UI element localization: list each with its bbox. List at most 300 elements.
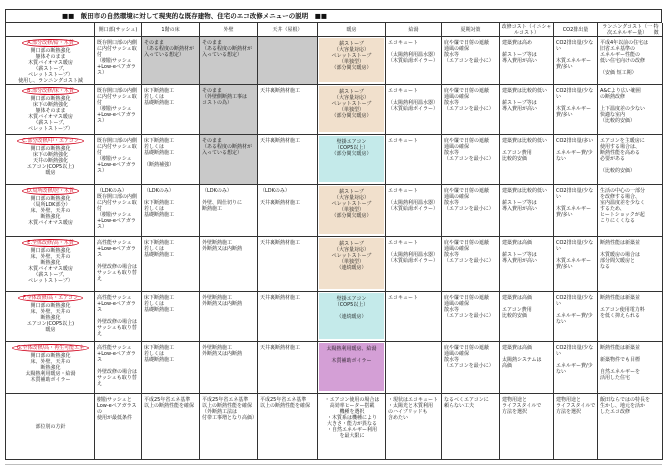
cell-line: 散水等: [444, 200, 460, 206]
row-label: [6, 85, 95, 135]
cell-line: 天井裏断熱材施工: [260, 295, 301, 301]
cell-co2: [554, 185, 598, 237]
cell-line: （安価 短工期）: [600, 70, 637, 76]
cell-line: 建物用途と: [502, 397, 528, 403]
cell-line: （樹脂サッシュ: [97, 212, 132, 218]
cell-line: 庇や簾で日射の遮蔽: [444, 138, 490, 144]
cell-line: するため、: [600, 206, 625, 212]
cell-line: 生かし、地元を活か: [600, 403, 646, 409]
cell-line: 平成4年以前の住宅は: [600, 40, 649, 46]
cell-line: に内付サッシュ取付: [97, 46, 137, 58]
cell-line: エコキュート: [388, 88, 419, 94]
cell-line: （太陽熱利用温水器）: [388, 100, 439, 106]
cell-line: 外壁断熱施工: [202, 295, 233, 301]
cell-co2: [554, 342, 598, 394]
cell-line: （比較的安価）: [600, 168, 636, 174]
cell-line: 建築費は比較的低い: [502, 138, 548, 144]
cell-line: +Low-eペアガラス: [97, 246, 136, 258]
cell-line: 若しくは: [144, 301, 165, 307]
cell-line: （樹脂サッシュ: [97, 106, 132, 112]
cell-summer: [442, 237, 500, 292]
row-label: [6, 292, 95, 342]
row-label-line: 躯体そのまま: [35, 108, 66, 114]
cell-line: 方法を選択: [502, 409, 528, 415]
cell-line: 比較的安価: [502, 156, 528, 162]
cell-line: エアコンを主暖房に: [600, 138, 645, 144]
cell-line: そのまま: [202, 40, 223, 46]
cell-heating: [318, 85, 386, 135]
cell-features: [598, 37, 663, 85]
cell-co2: [554, 237, 598, 292]
cell-line: ・太陽光と木質利用: [388, 403, 434, 409]
cell-line: 基礎断熱施工: [144, 100, 175, 106]
cell-line: （太陽熱利用温水器）: [388, 252, 439, 258]
cell-line: 木質補助ボイラー: [331, 358, 372, 364]
cell-line: 外断熱又は内断熱: [202, 246, 243, 252]
cell-line: ・エアコン使用の場合は: [324, 397, 380, 403]
row-label: [6, 394, 95, 460]
row-label-line: （薪ストーブ、: [33, 120, 68, 126]
cell-floor: [142, 185, 200, 237]
cell-line: 通風の確保: [444, 301, 470, 307]
cell-line: エネルギー費/少ない: [556, 313, 593, 325]
cell-line: 通風の確保: [444, 194, 470, 200]
cell-line: 断熱性能は新築並: [600, 345, 641, 351]
cell-line: 壁掛エアコン: [336, 296, 367, 302]
cell-floor: [142, 342, 200, 394]
row-label-line: ペレットストーブ）: [28, 126, 73, 132]
table-row: [6, 85, 662, 135]
row-label-line: 断熱強化: [40, 260, 61, 266]
cell-features: [598, 237, 663, 292]
cell-line: （エアコンを最小に）: [444, 206, 494, 212]
cell-line: 建築費は高め: [502, 40, 533, 46]
cell-line: 入っている想定）: [202, 150, 243, 156]
cell-line: （エアコンを最小に）: [444, 363, 494, 369]
cell-heating: [318, 394, 386, 460]
row-label-line: 開口部の断熱強化: [30, 196, 71, 202]
cell-line: 導入費用が高い: [502, 58, 538, 64]
cell-co2: [554, 292, 598, 342]
cell-line: 基礎断熱施工: [144, 307, 175, 313]
cell-line: CO2排出量/少ない: [556, 88, 594, 100]
cell-line: 基礎断熱施工: [144, 212, 175, 218]
cell-heating: [318, 292, 386, 342]
cell-line: 太陽熱利用暖房、給湯: [326, 346, 377, 352]
row-label-title: A.部分改修/給・木質: [22, 39, 79, 47]
cell-line: 外壁断熱施工: [202, 240, 233, 246]
cell-ceiling: [258, 292, 318, 342]
row-label-title: 部位別の方針: [35, 423, 66, 430]
cell-line: （単独型）: [338, 59, 364, 65]
cell-line: 平成25年省エネ基準: [202, 397, 249, 403]
row-label-title: C.部分改修/中・エアコン: [17, 137, 84, 145]
row-label-line: 床、外壁、天井の: [30, 359, 71, 365]
cell-line: （連続暖房）: [336, 314, 367, 320]
cell-line: 若しくは: [144, 351, 165, 357]
cell-line: 床下断熱施工: [144, 200, 175, 206]
cell-line: 通風の確保: [444, 351, 470, 357]
cell-line: （大容量対応）: [333, 47, 369, 53]
cell-line: 散水等: [444, 150, 460, 156]
cell-line: （エアコンを最小に）: [444, 106, 494, 112]
cell-line: エコキュート: [388, 138, 419, 144]
cell-line: 薪ストーブ: [339, 41, 364, 47]
cell-line: 建物用途と: [556, 397, 582, 403]
cell-co2: [554, 37, 598, 85]
cell-line: ・木質系は機種により: [326, 415, 377, 421]
cell-line: こりにくくなる: [600, 218, 636, 224]
row-label-content: [8, 344, 93, 383]
cell-line: エネルギー費/少ない: [556, 363, 593, 375]
cell-line: 付帯工事増となり高価）: [202, 415, 258, 421]
cell-line: （木質給湯ボイラー）: [388, 106, 439, 112]
cell-line: （部分間欠暖房）: [331, 113, 372, 119]
cell-line: A&Cより広い範囲: [600, 88, 641, 94]
cell-line: 使用が最低条件: [97, 415, 133, 421]
cell-line: 建築費は比較的低い: [502, 88, 548, 94]
cell-line: 既存開口部の内側: [97, 194, 138, 200]
cell-line: （ある程度の断熱材が: [202, 144, 253, 150]
table-title: ■■ 飯田市の自然環境に対して現実的な既存建物、住宅のエコ改修メニューの説明 ■■: [6, 10, 662, 23]
cell-ceiling: [258, 135, 318, 185]
row-label-content: [8, 137, 93, 176]
cell-line: 基礎断熱施工: [144, 150, 175, 156]
cell-line: サッシュも取り替え: [97, 325, 137, 337]
row-label-line: 断熱強化: [40, 365, 61, 371]
cell-line: （木質給湯ボイラー）: [388, 58, 439, 64]
row-label-line: 開口部の断熱強化: [30, 146, 71, 152]
cell-summer: [442, 394, 500, 460]
cell-line: エコキュート: [388, 188, 419, 194]
cell-line: サッシュも取り替え: [97, 270, 137, 282]
cell-line: エネルギー性能の: [600, 52, 641, 58]
cell-line: 散水等: [444, 100, 460, 106]
cell-line: そのまま: [202, 138, 223, 144]
cell-line: 散水等: [444, 357, 460, 363]
row-label-line: 使用し、ランニングコスト減: [18, 78, 83, 84]
cell-line: +Low-eペアガラス: [97, 301, 136, 313]
row-label-line: 太陽熱利用暖房・給湯: [25, 371, 76, 377]
cell-floor: [142, 292, 200, 342]
table-row: [6, 394, 662, 460]
cell-line: に内付サッシュ取付: [97, 200, 137, 212]
cell-line: 薪ストーブ等は: [502, 52, 537, 58]
row-label-line: 暖房: [45, 327, 56, 333]
cell-features: [598, 292, 663, 342]
cell-line: 平成25年省エネ基準: [144, 397, 191, 403]
cell-line: （単独型）: [338, 207, 364, 213]
cell-line: （外断熱工法は: [202, 409, 238, 415]
cell-line: 外壁改修の場合は: [97, 319, 138, 325]
cell-sash: [95, 394, 142, 460]
cell-line: （COP5以上）: [334, 145, 369, 151]
cell-line: 高性能サッシュ: [97, 295, 132, 301]
row-label-line: 床、外壁、天井の: [30, 254, 71, 260]
cell-line: 床下断熱施工: [144, 295, 175, 301]
cell-line: （部分間欠暖房）: [331, 65, 372, 71]
header-co2: CO2排出量: [554, 23, 598, 37]
heating-highlight: [319, 293, 384, 339]
cell-line: 天井裏断熱材施工: [260, 240, 301, 246]
cell-line: 基礎断熱施工: [144, 357, 175, 363]
cell-line: 庇や簾で日射の遮蔽: [444, 240, 490, 246]
cell-line: なるべくエアコンに: [444, 397, 489, 403]
cell-line: 上下温度差の少ない: [600, 106, 646, 112]
cell-features: [598, 394, 663, 460]
cell-line: のハイブリッドも: [388, 409, 428, 415]
cell-cost: [500, 185, 554, 237]
heating-highlight: [319, 238, 384, 289]
cell-hot-water: [386, 342, 442, 394]
cell-line: 庇や簾で日射の遮蔽: [444, 295, 490, 301]
cell-line: 庇や簾で日射の遮蔽: [444, 345, 490, 351]
cell-line: の断熱改修: [600, 94, 626, 100]
cell-line: 新築物件でも目標: [600, 357, 641, 363]
cell-line: （LDKのみ）: [202, 188, 232, 194]
cell-ceiling: [258, 342, 318, 394]
cell-line: 通風の確保: [444, 246, 470, 252]
cell-line: （COP5以上）: [334, 302, 369, 308]
cell-co2: [554, 135, 598, 185]
cell-line: 若しくは: [144, 94, 165, 100]
cell-line: 断熱性能は新築並: [600, 295, 641, 301]
cell-summer: [442, 342, 500, 394]
cell-line: 断熱性能を高める: [600, 150, 641, 156]
cell-line: 自然エネルギーを: [600, 369, 641, 375]
cell-line: CO2排出量/少ない: [556, 188, 594, 200]
cell-co2: [554, 85, 598, 135]
cell-line: （大容量対応）: [333, 195, 369, 201]
cell-line: 飯田ならではの特長を: [600, 397, 650, 403]
cell-line: （大容量対応）: [333, 247, 369, 253]
cell-line: 庇や簾で日射の遮蔽: [444, 88, 490, 94]
cell-line: 基礎断熱施工: [144, 252, 175, 258]
cell-line: を低く抑えられる: [600, 313, 641, 319]
cell-line: （部分間欠暖房）: [331, 213, 372, 219]
cell-line: ・自然エネルギー利用: [326, 427, 377, 433]
row-label-line: エアコン(COP5以上): [26, 321, 75, 327]
cell-line: （樹脂サッシュ: [97, 58, 132, 64]
cell-exterior-wall: [200, 394, 258, 460]
header-ceiling: 天井（屋根）: [258, 23, 318, 37]
cell-line: 天井裏断熱材施工: [260, 88, 301, 94]
row-label-line: 木質バイオマス暖房: [28, 220, 73, 226]
cell-line: （単独型）: [338, 259, 364, 265]
cell-line: ・現状はエコキュート: [388, 397, 439, 403]
cell-line: （エアコンを最小に）: [444, 156, 494, 162]
cell-exterior-wall: [200, 37, 258, 85]
cell-line: Low-eペアガラスの: [97, 403, 137, 415]
cell-line: （連続暖房）: [336, 265, 367, 271]
heating-highlight: [319, 136, 384, 182]
row-label-line: 開口部の断熱強化: [30, 248, 71, 254]
row-label-title: B.部分改修/床・木質: [22, 87, 79, 95]
cell-line: 外断熱又は内断熱: [202, 351, 243, 357]
cell-floor: [142, 85, 200, 135]
cell-line: （外壁側断熱工事は: [202, 94, 248, 100]
cell-line: +Low-eペアガラス）: [97, 64, 136, 76]
cell-line: そのまま: [144, 40, 165, 46]
cell-summer: [442, 135, 500, 185]
cell-line: 平成25年省エネ基準: [260, 397, 307, 403]
cell-line: 天井裏断熱材施工: [260, 200, 301, 206]
cell-hot-water: [386, 237, 442, 292]
cell-line: 若しくは: [144, 246, 165, 252]
cell-line: 建築費は高価: [502, 295, 533, 301]
cell-line: （エアコンを最小に）: [444, 258, 494, 264]
cell-line: （樹脂サッシュ: [97, 156, 132, 162]
row-label-line: 床、外壁、天井の: [30, 309, 71, 315]
table-row: [6, 237, 662, 292]
header-exterior-wall: 外壁: [200, 23, 258, 37]
cell-line: 木質暖房の場合は: [600, 252, 641, 258]
header-running-cost: ランニングコスト（一次エネルギー量）: [602, 23, 652, 36]
cell-exterior-wall: [200, 85, 258, 135]
row-label: [6, 185, 95, 237]
row-label-line: （局所LDK部分）: [30, 202, 71, 208]
cell-sash: [95, 135, 142, 185]
cell-line: （エアコンを最小に）: [444, 313, 494, 319]
cell-sash: [95, 37, 142, 85]
cell-sash: [95, 237, 142, 292]
cell-line: 床下断熱施工: [144, 88, 175, 94]
cell-line: 通風の確保: [444, 144, 470, 150]
cell-cost: [500, 37, 554, 85]
row-label-title: E.全体改修/高・木質: [22, 239, 78, 247]
cell-sash: [95, 85, 142, 135]
cell-hot-water: [386, 85, 442, 135]
row-label-line: 床、外壁、天井の: [30, 208, 71, 214]
cell-line: 導入費用が高い: [502, 206, 538, 212]
cell-line: エコキュート: [388, 240, 419, 246]
cell-line: ライフスタイルで: [556, 403, 596, 409]
row-label-line: 断熱強化: [40, 315, 61, 321]
cell-line: ペレットストーブ: [331, 101, 372, 107]
cell-line: エアコン費用: [502, 150, 532, 156]
cell-line: （木質給湯ボイラー）: [388, 258, 439, 264]
cell-line: 機種を選択: [339, 409, 365, 415]
cell-line: 散水等: [444, 52, 460, 58]
heating-highlight: [319, 86, 384, 132]
cell-line: 活用した住宅: [600, 375, 631, 381]
cell-line: （断熱補強）: [144, 162, 175, 168]
cell-line: 入っている想定）: [144, 52, 185, 58]
cell-line: なる: [600, 264, 611, 270]
cell-hot-water: [386, 135, 442, 185]
cell-line: 以上の断熱性能を確保: [144, 403, 195, 409]
cell-line: CO2排出量/少ない: [556, 40, 594, 52]
cell-line: 外壁、間仕切りに: [202, 200, 243, 206]
cell-line: 部分間欠暖房と: [600, 258, 636, 264]
cell-line: 方法を選択: [556, 409, 582, 415]
cell-line: 散水等: [444, 252, 460, 258]
cell-line: 外壁断熱施工: [202, 345, 233, 351]
cell-line: エアコン使用電力料: [600, 307, 645, 313]
row-label-line: 開口部の断熱強化: [30, 353, 71, 359]
cell-line: 薪ストーブ等は: [502, 200, 537, 206]
cell-line: 木質エネルギー費/多い: [556, 258, 592, 270]
cell-line: 既存開口部の内側: [97, 138, 138, 144]
cell-line: 快適な室内: [600, 112, 626, 118]
cell-cost: [500, 394, 554, 460]
cell-line: 頼らない工夫: [444, 403, 475, 409]
row-label: [6, 237, 95, 292]
header-heating: 暖房: [318, 23, 386, 37]
row-label-line: 開口部の断熱強化: [30, 48, 71, 54]
cell-line: CO2排出量/多い: [556, 138, 594, 144]
cell-line: 既存開口部の内側: [97, 40, 138, 46]
cell-line: （LDKのみ）: [97, 188, 127, 194]
header-corner: [6, 23, 95, 37]
table-row: [6, 37, 662, 85]
cell-line: ペレットストーブ: [331, 53, 372, 59]
row-label: [6, 342, 95, 394]
table-row: [6, 135, 662, 185]
cell-line: 薪ストーブ等は: [502, 252, 537, 258]
cell-line: CO2排出量/少ない: [556, 295, 594, 307]
cell-line: ペレットストーブ: [331, 253, 372, 259]
cell-cost: [500, 292, 554, 342]
cell-line: 断熱性能は新築並: [600, 240, 641, 246]
cell-line: 庇や簾で日射の遮蔽: [444, 188, 490, 194]
cell-line: （単独型）: [338, 107, 364, 113]
row-label-line: 木質バイオマス暖房: [28, 114, 73, 120]
cell-line: 必要がある: [600, 156, 626, 162]
heating-highlight: [319, 38, 384, 82]
cell-floor: [142, 37, 200, 85]
row-label-line: 木質バイオマス暖房: [28, 60, 73, 66]
cell-ceiling: [258, 37, 318, 85]
cell-line: ペレットストーブ: [331, 201, 372, 207]
header-hot-water: 給湯: [386, 23, 442, 37]
cell-line: 床下断熱施工: [144, 240, 175, 246]
cell-hot-water: [386, 292, 442, 342]
cell-line: （部分間欠暖房）: [331, 151, 372, 157]
cell-ceiling: [258, 185, 318, 237]
cell-line: 天井裏断熱材施工: [260, 345, 301, 351]
heating-highlight: [319, 343, 384, 391]
row-label: [6, 37, 95, 85]
row-label-line: ペレットストーブ）: [28, 72, 73, 78]
cell-summer: [442, 37, 500, 85]
cell-line: 若しくは: [144, 144, 165, 150]
cell-features: [598, 185, 663, 237]
cell-summer: [442, 85, 500, 135]
cell-line: エネルギー費/少ない: [556, 150, 593, 162]
cell-line: 導入費用が高い: [502, 258, 538, 264]
cell-exterior-wall: [200, 342, 258, 394]
row-label-line: 躯体そのまま: [35, 54, 66, 60]
cell-cost: [500, 237, 554, 292]
table-row: [6, 342, 662, 394]
row-label-line: エアコン(COP5以上): [26, 164, 75, 170]
row-label-content: [31, 424, 69, 431]
cell-line: 若しくは: [144, 206, 165, 212]
row-label-line: 断熱強化: [40, 214, 61, 220]
cell-line: したエコ改修: [600, 409, 631, 415]
cell-line: 大きさ・能力が異なる: [326, 421, 377, 427]
cell-line: 樹脂サッシュと: [97, 397, 132, 403]
cell-line: （木質給湯ボイラー）: [388, 206, 439, 212]
cell-line: （太陽熱利用温水器）: [388, 52, 439, 58]
cell-exterior-wall: [200, 135, 258, 185]
cell-line: 含めたい: [388, 415, 409, 421]
row-label-content: [8, 187, 93, 226]
cell-line: に内付サッシュ取付: [97, 94, 137, 106]
cell-line: コストの為）: [202, 100, 233, 106]
row-label-line: （薪ストーブ、: [33, 66, 68, 72]
